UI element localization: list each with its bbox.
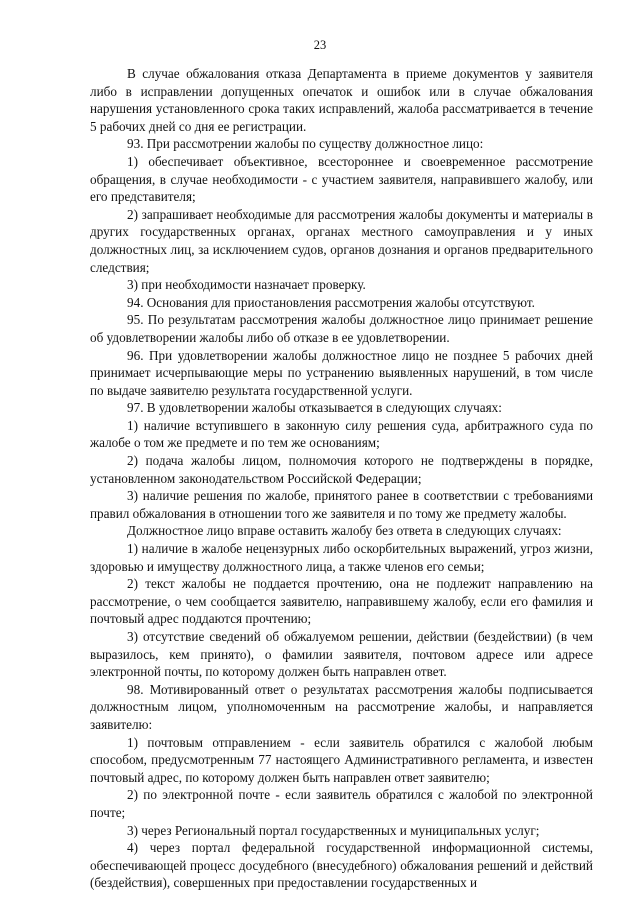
paragraph: 94. Основания для приостановления рассмотрения жалобы отсутствуют. bbox=[127, 294, 535, 310]
paragraph: 93. При рассмотрении жалобы по существу должностное лицо: bbox=[127, 136, 484, 152]
paragraph: 1) почтовым отправлением - если заявитель обратился с жалобой любым способом, предусмотренным 77 настоящего Административного регламента, и известен почтовый адрес, по которому должен быть направлен ответ заявителю; bbox=[90, 734, 593, 785]
paragraph: 95. По результатам рассмотрения жалобы должностное лицо принимает решение об удовлетворении жалобы либо об отказе в ее удовлетворении. bbox=[90, 312, 593, 345]
paragraph: 2) по электронной почте - если заявитель обратился с жалобой по электронной почте; bbox=[90, 787, 593, 820]
paragraph: 1) обеспечивает объективное, всестороннее и своевременное рассмотрение обращения, в случае необходимости - с участием заявителя, направившего жалобу, или его представителя; bbox=[90, 153, 593, 205]
paragraph: 3) при необходимости назначает проверку. bbox=[127, 277, 366, 293]
paragraph: Должностное лицо вправе оставить жалобу без ответа в следующих случаях: bbox=[127, 523, 562, 539]
paragraph: 3) отсутствие сведений об обжалуемом решении, действии (бездействии) (в чем выразилось, кем принято), о фамилии заявителя, почтовом адресе или адресе электронной почты, по которому должен быть направлен ответ. bbox=[90, 629, 593, 680]
paragraph: 98. Мотивированный ответ о результатах рассмотрения жалобы подписывается должностным лицом, уполномоченным на рассмотрение жалобы, и направляется заявителю: bbox=[90, 681, 593, 732]
paragraph: 1) наличие вступившего в законную силу решения суда, арбитражного суда по жалобе о том же предмете и по тем же основаниям; bbox=[90, 417, 593, 451]
paragraph: 96. При удовлетворении жалобы должностное лицо не позднее 5 рабочих дней принимает исчерпывающие меры по устранению выявленных нарушений, в том числе по выдаче заявителю результата государственной услуги. bbox=[90, 347, 593, 398]
paragraph: 97. В удовлетворении жалобы отказывается в следующих случаях: bbox=[127, 400, 502, 416]
paragraph: В случае обжалования отказа Департамента в приеме документов у заявителя либо в исправлении допущенных опечаток и ошибок или в случае обжалования нарушения установленного срока таких исправлений, жалоба рассматривается в течение 5 рабочих дней со дня ее регистрации. bbox=[90, 66, 593, 134]
paragraph: 2) запрашивает необходимые для рассмотрения жалобы документы и материалы в других государственных органах, органах местного самоуправления и у иных должностных лиц, за исключением судов, органов дознания и органов предварительного следствия; bbox=[90, 206, 593, 275]
paragraph: 3) через Региональный портал государственных и муниципальных услуг; bbox=[127, 822, 540, 838]
document-body bbox=[90, 65, 593, 892]
paragraph: 4) через портал федеральной государственной информационной системы, обеспечивающей процесс досудебного (внесудебного) обжалования решений и действий (бездействия), совершенных при предоставлении государственных и bbox=[90, 840, 593, 891]
page-number: 23 bbox=[313, 38, 327, 52]
paragraph: 1) наличие в жалобе нецензурных либо оскорбительных выражений, угроз жизни, здоровью и имуществу должностного лица, а также членов его семьи; bbox=[90, 541, 593, 574]
paragraph: 2) текст жалобы не поддается прочтению, она не подлежит направлению на рассмотрение, о чем сообщается заявителю, направившему жалобу, если его фамилия и почтовый адрес поддаются прочтению; bbox=[90, 576, 593, 627]
paragraph: 3) наличие решения по жалобе, принятого ранее в соответствии с требованиями правил обжалования в отношении того же заявителя и по тому же предмету жалобы. bbox=[90, 488, 593, 521]
paragraph: 2) подача жалобы лицом, полномочия которого не подтверждены в порядке, установленном законодательством Российской Федерации; bbox=[90, 453, 593, 486]
